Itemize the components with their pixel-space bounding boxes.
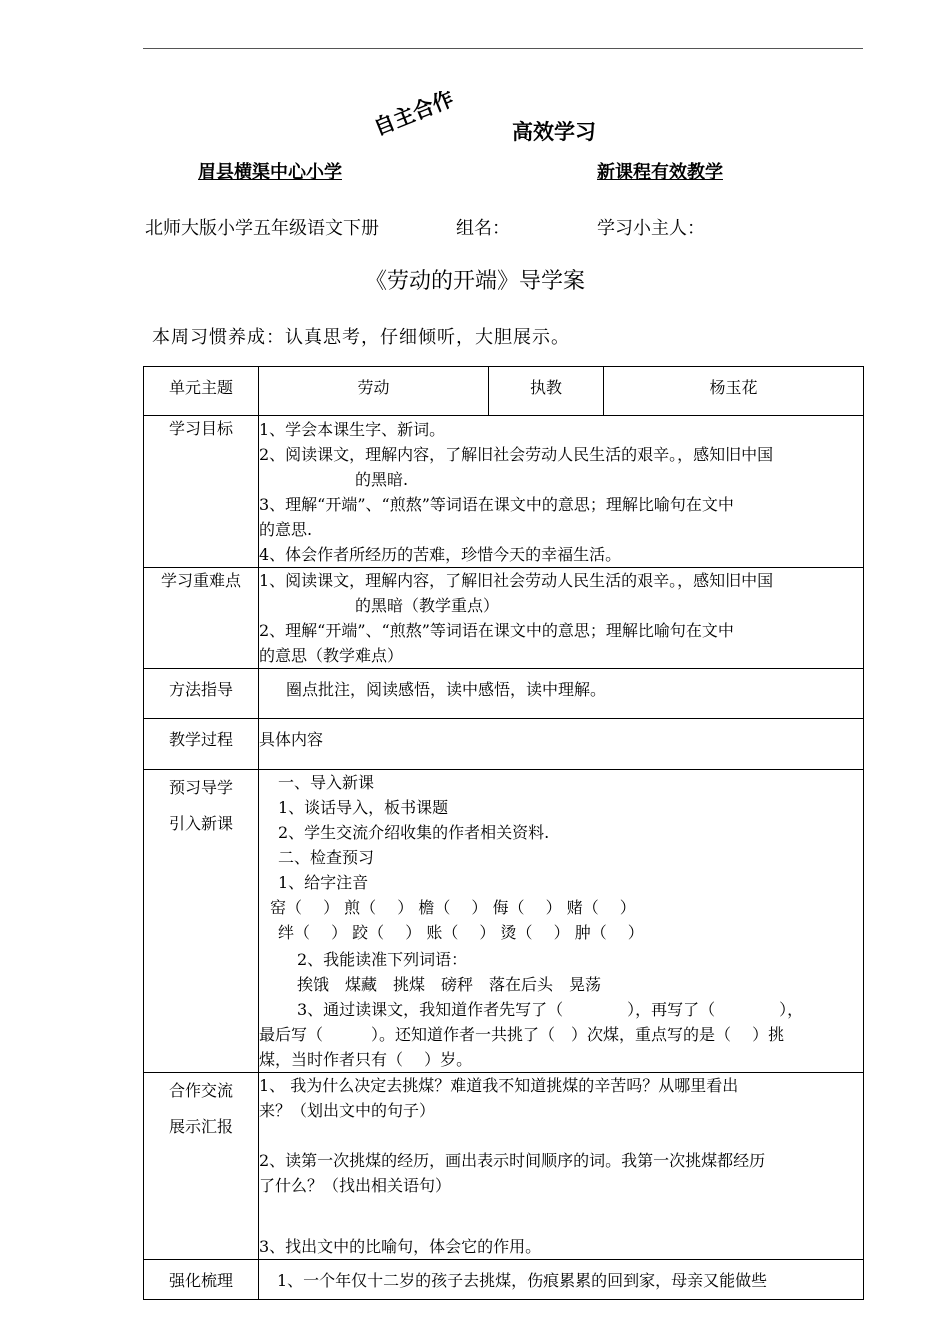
goal-line: 2、阅读课文，理解内容，了解旧社会劳动人民生活的艰辛。，感知旧中国 — [259, 445, 774, 464]
reinforce-row — [144, 1260, 864, 1300]
preview-line: 最后写（ ）。还知道作者一共挑了（ ）次煤，重点写的是（ ）挑 — [259, 1025, 785, 1044]
vocab-line: 挨饿 煤藏 挑煤 磅秤 落在后头 晃荡 — [297, 975, 602, 994]
goal-line: 的意思. — [259, 520, 313, 539]
process-row — [144, 719, 864, 770]
cooperation-row — [144, 1073, 864, 1260]
header-rule — [143, 48, 863, 49]
wordart-right: 高效学习 — [512, 120, 596, 144]
preview-line: 1、给字注音 — [278, 873, 369, 892]
weekly-habits: 本周习惯养成：认真思考，仔细倾听，大胆展示。 — [152, 327, 570, 348]
preview-label-line: 预习导学 — [168, 778, 233, 797]
preview-line: 二、检查预习 — [278, 848, 375, 867]
question-line: 2、读第一次挑煤的经历，画出表示时间顺序的词。我第一次挑煤都经历 — [259, 1151, 766, 1170]
pinyin-line-1: 窑（ ） 煎（ ） 檐（ ） 侮（ ） 赌（ ） — [270, 898, 636, 917]
preview-line: 3、通过读课文，我知道作者先写了（ ），再写了（ ）， — [297, 1000, 804, 1019]
lesson-plan-table — [143, 366, 864, 1300]
page-title: 《劳动的开端》导学案 — [364, 269, 585, 294]
preview-label-line: 引入新课 — [168, 814, 233, 833]
unit-value: 劳动 — [259, 367, 489, 416]
goal-line: 3、理解“开端”、“煎熬”等词语在课文中的意思；理解比喻句在文中 — [259, 495, 734, 514]
preview-line: 2、我能读准下列词语： — [297, 950, 468, 969]
method-row — [144, 669, 864, 719]
method-value: 圈点批注，阅读感悟，读中感悟，读中理解。 — [259, 669, 864, 719]
question-line: 3、找出文中的比喻句，体会它的作用。 — [259, 1237, 542, 1256]
question-line: 了什么？（找出相关语句） — [259, 1176, 452, 1195]
teacher-label: 执教 — [489, 367, 604, 416]
preview-line: 一、导入新课 — [278, 773, 375, 792]
method-label: 方法指导 — [144, 669, 259, 719]
question-line: 来？（划出文中的句子） — [259, 1101, 436, 1120]
preview-label — [144, 770, 259, 1073]
group-label: 组名： — [456, 218, 510, 239]
key-points-row — [144, 568, 864, 669]
preview-line: 煤，当时作者只有（ ）岁。 — [259, 1050, 473, 1069]
book-info: 北师大版小学五年级语文下册 — [145, 218, 379, 239]
preview-content — [259, 770, 864, 1073]
goals-content — [259, 416, 864, 568]
question-line: 1、 我为什么决定去挑煤？难道我不知道挑煤的辛苦吗？从哪里看出 — [259, 1076, 739, 1095]
school-name: 眉县横渠中心小学 — [198, 162, 342, 183]
reinforce-label: 强化梳理 — [144, 1260, 259, 1300]
goal-line: 4、体会作者所经历的苦难，珍惜今天的幸福生活。 — [259, 545, 622, 564]
process-label: 教学过程 — [144, 719, 259, 770]
key-points-content — [259, 568, 864, 669]
unit-row — [144, 367, 864, 416]
key-point-line: 2、理解“开端”、“煎熬”等词语在课文中的意思；理解比喻句在文中 — [259, 621, 734, 640]
preview-row — [144, 770, 864, 1073]
pinyin-line-2: 绊（ ） 跤（ ） 账（ ） 烫（ ） 肿（ ） — [278, 923, 644, 942]
key-point-line: 的意思（教学难点） — [259, 646, 404, 665]
preview-line: 2、学生交流介绍收集的作者相关资料. — [278, 823, 550, 842]
owner-label: 学习小主人： — [597, 218, 705, 239]
goals-label: 学习目标 — [144, 416, 259, 568]
goals-row — [144, 416, 864, 568]
goal-line: 的黑暗. — [355, 470, 409, 489]
key-point-line: 1、阅读课文，理解内容，了解旧社会劳动人民生活的艰辛。，感知旧中国 — [259, 571, 774, 590]
unit-label: 单元主题 — [144, 367, 259, 416]
program-name: 新课程有效教学 — [597, 162, 723, 183]
key-points-label: 学习重难点 — [144, 568, 259, 669]
reinforce-value: 1、一个年仅十二岁的孩子去挑煤，伤痕累累的回到家，母亲又能做些 — [259, 1260, 864, 1300]
key-point-line: 的黑暗（教学重点） — [355, 596, 500, 615]
cooperation-label-line: 合作交流 — [168, 1081, 233, 1100]
cooperation-label — [144, 1073, 259, 1260]
cooperation-label-line: 展示汇报 — [168, 1117, 233, 1136]
wordart-left: 自主合作 — [370, 86, 458, 141]
teacher-value: 杨玉花 — [604, 367, 864, 416]
process-value: 具体内容 — [259, 719, 864, 770]
preview-line: 1、谈话导入，板书课题 — [278, 798, 449, 817]
goal-line: 1、学会本课生字、新词。 — [259, 420, 446, 439]
cooperation-content — [259, 1073, 864, 1260]
